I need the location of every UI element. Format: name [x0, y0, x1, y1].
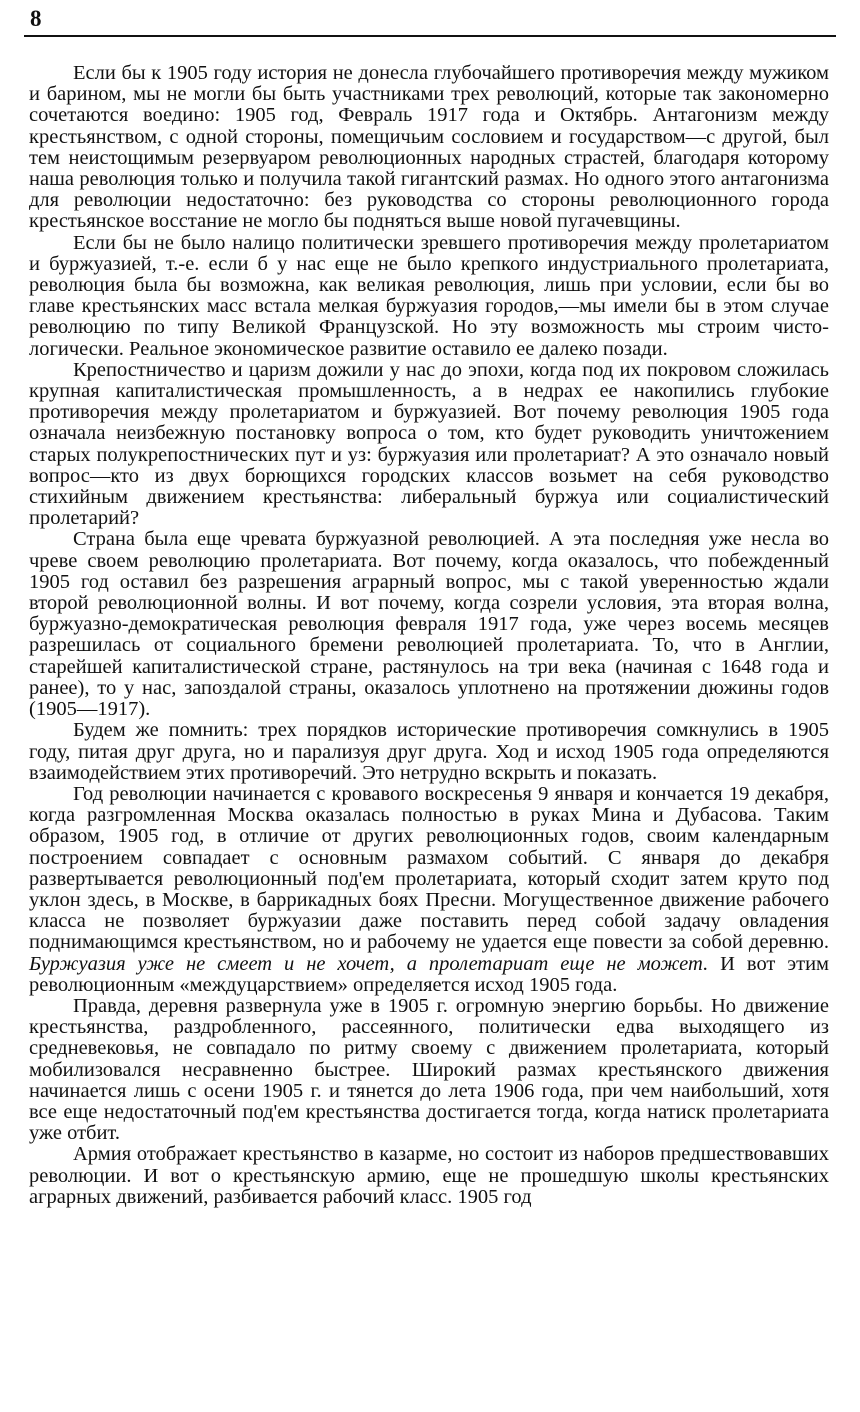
paragraph-6-text: Год революции начинается с кровавого воскресенья 9 января и кончается 19 декабря, когда разгромленная Москва оказалась полностью в руках Мина и Дубасова. Таким образом, 1905 год, в отличие от других революционных годов, своим календарным построением совпадает с основным размахом событий. С января до декабря развертывается революционный под'ем пролетариата, который сходит затем круто под уклон здесь, в Москве, в баррикадных боях Пресни. Могущественное движение рабочего класса не позволяет буржуазии даже поставить перед собой задачу овладения поднимающимся крестьянством, но и рабочему не удается еще повести за собой деревню. [29, 782, 829, 954]
paragraph-8: Армия отображает крестьянство в казарме, но состоит из наборов предшествовавших революции. И вот о крестьянскую армию, еще не прошедшую школы крестьянских аграрных движений, разбивается рабочий класс. 1905 год [29, 1143, 829, 1208]
paragraph-6 [29, 784, 829, 996]
paragraph-3: Крепостничество и царизм дожили у нас до эпохи, когда под их покровом сложилась крупная капиталистическая промышленность, а в недрах ее накопились глубокие противоречия между пролетариатом и буржуазией. Вот почему революция 1905 года означала неизбежную постановку вопроса о том, кто будет руководить уничтожением старых полукрепостнических пут и уз: буржуазия или пролетариат? А это означало новый вопрос—кто из двух борющихся городских классов возьмет на себя руководство стихийным движением крестьянства: либеральный буржуа или социалистический пролетарий? [29, 358, 829, 530]
page-number: 8 [30, 6, 42, 31]
header-rule [24, 35, 836, 37]
article-body [29, 63, 829, 1208]
paragraph-6-italic-phrase: Буржуазия уже не смеет и не хочет, а пролетариат еще не может. [29, 952, 709, 975]
paragraph-5: Будем же помнить: трех порядков исторические противоречия сомкнулись в 1905 году, питая друг друга, но и парализуя друг друга. Ход и исход 1905 года определяются взаимодействием этих противоречий. Это нетрудно вскрыть и показать. [29, 719, 829, 784]
paragraph-4: Страна была еще чревата буржуазной революцией. А эта последняя уже несла во чреве своем революцию пролетариата. Вот почему, когда оказалось, что побежденный 1905 год оставил без разрешения аграрный вопрос, мы с такой уверенностью ждали второй революционной волны. И вот почему, когда созрели условия, эта вторая волна, буржуазно-демократическая революция февраля 1917 года, уже через восемь месяцев разрешилась от социального бремени революцией пролетариата. То, что в Англии, старейшей капиталистической стране, растянулось на три века (начиная с 1648 года и ранее), то у нас, запоздалой страны, оказалось уплотнено на протяжении дюжины годов (1905—1917). [29, 528, 829, 721]
paragraph-6-tail: И вот этим революционным «междуцарствием» определяется исход 1905 года. [29, 952, 830, 996]
paragraph-2: Если бы не было налицо политически зревшего противоречия между пролетариатом и буржуазией, т.-е. если б у нас еще не было крепкого индустриального пролетариата, революция была бы возможна, как великая революция, лишь при условии, если бы во главе крестьянских масс встала мелкая буржуазия городов,—мы имели бы в этом случае революцию по типу Великой Французской. Но эту возможность мы строим чисто-логически. Реальное экономическое развитие оставило ее далеко позади. [29, 231, 829, 360]
paragraph-1: Если бы к 1905 году история не донесла глубочайшего противоречия между мужиком и барином, мы не могли бы быть участниками трех революций, которые так закономерно сочетаются воедино: 1905 год, Февраль 1917 года и Октябрь. Антагонизм между крестьянством, с одной стороны, помещичьим сословием и государством—с другой, был тем неистощимым резервуаром революционных народных страстей, благодаря которому наша революция только и получила такой гигантский размах. Но одного этого антагонизма для революции недостаточно: без руководства со стороны революционного города крестьянское восстание не могло бы подняться выше новой пугачевщины. [29, 62, 829, 233]
paragraph-7: Правда, деревня развернула уже в 1905 г. огромную энергию борьбы. Но движение крестьянства, раздробленного, рассеянного, политически едва выходящего из средневековья, не совпадало по ритму своему с движением пролетариата, который мобилизовался несравненно быстрее. Широкий размах крестьянского движения начинается лишь с осени 1905 г. и тянется до лета 1906 года, при чем наибольший, хотя все еще недостаточный под'ем крестьянства достигается тогда, когда натиск пролетариата уже отбит. [29, 994, 829, 1145]
